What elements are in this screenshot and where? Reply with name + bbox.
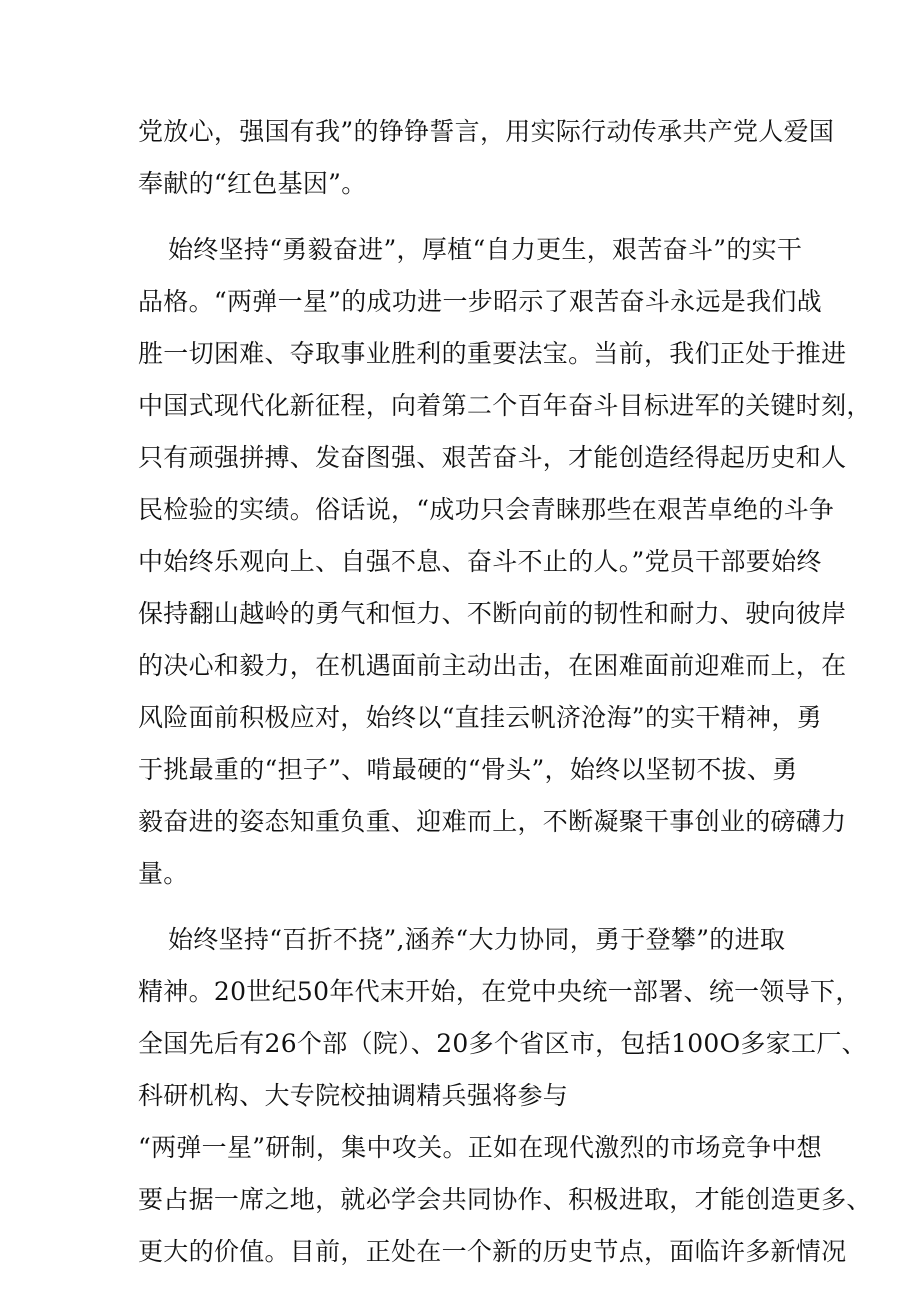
text-line: 民检验的实绩。俗话说，“成功只会青睐那些在艰苦卓绝的斗争 bbox=[138, 495, 835, 524]
text-line: “两弹一星”研制，集中攻关。正如在现代激烈的市场竞争中想 bbox=[138, 1133, 822, 1162]
text-line: 毅奋进的姿态知重负重、迎难而上，不断凝聚干事创业的磅礴力 bbox=[138, 807, 847, 836]
text-line: 只有顽强拼搏、发奋图强、艰苦奋斗，才能创造经得起历史和人 bbox=[138, 443, 847, 472]
text-line: 的决心和毅力，在机遇面前主动出击，在困难面前迎难而上，在 bbox=[138, 651, 847, 680]
text-line: 中国式现代化新征程，向着第二个百年奋斗目标进军的关键时刻， bbox=[138, 391, 872, 420]
text-line: 保持翻山越岭的勇气和恒力、不断向前的韧性和耐力、驶向彼岸 bbox=[138, 599, 847, 628]
text-line: 更大的价值。目前，正处在一个新的历史节点，面临许多新情况 bbox=[138, 1237, 847, 1266]
text-line: 全国先后有26个部（院）、20多个省区市，包括100O多家工厂、 bbox=[138, 1029, 867, 1058]
text-line: 要占据一席之地，就必学会共同协作、积极进取，才能创造更多、 bbox=[138, 1185, 872, 1214]
text-line: 始终坚持“百折不挠”,涵养“大力协同，勇于登攀”的进取 bbox=[168, 925, 786, 954]
text-line: 胜一切困难、夺取事业胜利的重要法宝。当前，我们正处于推进 bbox=[138, 339, 847, 368]
text-line: 品格。“两弹一星”的成功进一步昭示了艰苦奋斗永远是我们战 bbox=[138, 287, 822, 316]
text-line: 精神。20世纪50年代末开始，在党中央统一部署、统一领导下， bbox=[138, 977, 861, 1006]
text-line: 量。 bbox=[138, 859, 189, 888]
text-line: 始终坚持“勇毅奋进”，厚植“自力更生，艰苦奋斗”的实干 bbox=[168, 235, 803, 264]
text-line: 风险面前积极应对，始终以“直挂云帆济沧海”的实干精神，勇 bbox=[138, 703, 822, 732]
text-line: 科研机构、大专院校抽调精兵强将参与 bbox=[138, 1081, 569, 1110]
text-line: 中始终乐观向上、自强不息、奋斗不止的人。”党员干部要始终 bbox=[138, 547, 822, 576]
text-line: 奉献的“红色基因”。 bbox=[138, 169, 367, 198]
text-line: 于挑最重的“担子”、啃最硬的“骨头”，始终以坚韧不拔、勇 bbox=[138, 755, 798, 784]
text-line: 党放心，强国有我”的铮铮誓言，用实际行动传承共产党人爱国 bbox=[138, 117, 835, 146]
